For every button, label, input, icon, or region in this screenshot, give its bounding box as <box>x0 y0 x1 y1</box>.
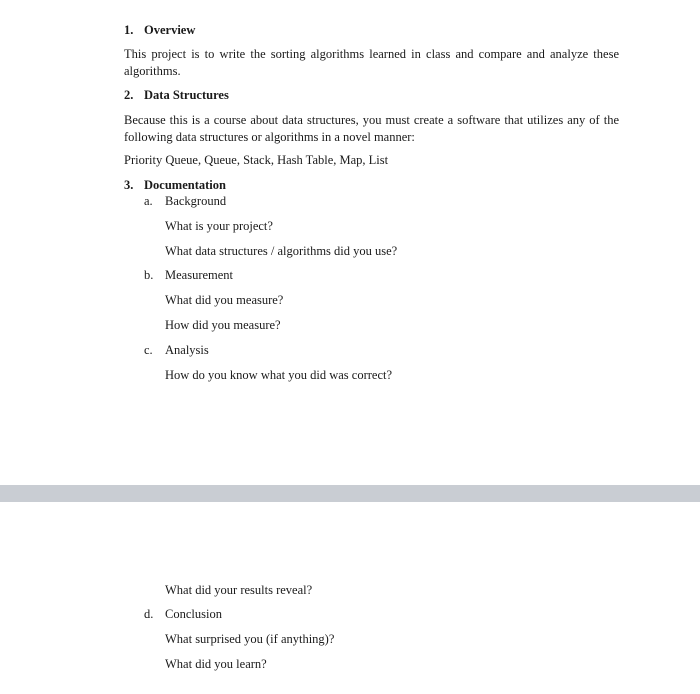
data-structures-title: Data Structures <box>144 88 229 102</box>
overview-heading <box>124 23 195 38</box>
question-text: What did your results reveal? <box>165 583 313 597</box>
item-letter: b. <box>144 268 154 282</box>
item-title: Background <box>165 194 227 208</box>
item-title: Analysis <box>165 343 209 357</box>
item-letter: c. <box>144 343 153 357</box>
documentation-number: 3. <box>124 178 134 192</box>
question-text: What did you measure? <box>165 293 284 307</box>
overview-body: This project is to write the sorting algorithms learned in class and compare and analyze these algorithms. <box>124 47 619 78</box>
question-text: How do you know what you did was correct? <box>165 368 393 382</box>
data-structures-list: Priority Queue, Queue, Stack, Hash Table, Map, List <box>124 153 389 167</box>
question-text: What data structures / algorithms did you use? <box>165 244 398 258</box>
item-conclusion <box>144 607 222 622</box>
question-text: How did you measure? <box>165 318 281 332</box>
documentation-heading <box>124 178 226 193</box>
item-letter: d. <box>144 607 154 621</box>
item-background <box>144 194 226 209</box>
item-title: Conclusion <box>165 607 222 621</box>
question-text: What surprised you (if anything)? <box>165 632 335 646</box>
item-letter: a. <box>144 194 153 208</box>
question-text: What did you learn? <box>165 657 267 671</box>
overview-number: 1. <box>124 23 134 37</box>
question-text: What is your project? <box>165 219 273 233</box>
documentation-title: Documentation <box>144 178 226 192</box>
data-structures-number: 2. <box>124 88 134 102</box>
data-structures-body: Because this is a course about data structures, you must create a software that utilizes any of the following data structures or algorithms in a novel manner: <box>124 113 619 144</box>
item-analysis <box>144 343 209 358</box>
item-measurement <box>144 268 233 283</box>
overview-title: Overview <box>144 23 196 37</box>
item-title: Measurement <box>165 268 234 282</box>
page-break-divider <box>0 485 700 502</box>
data-structures-heading <box>124 88 229 103</box>
